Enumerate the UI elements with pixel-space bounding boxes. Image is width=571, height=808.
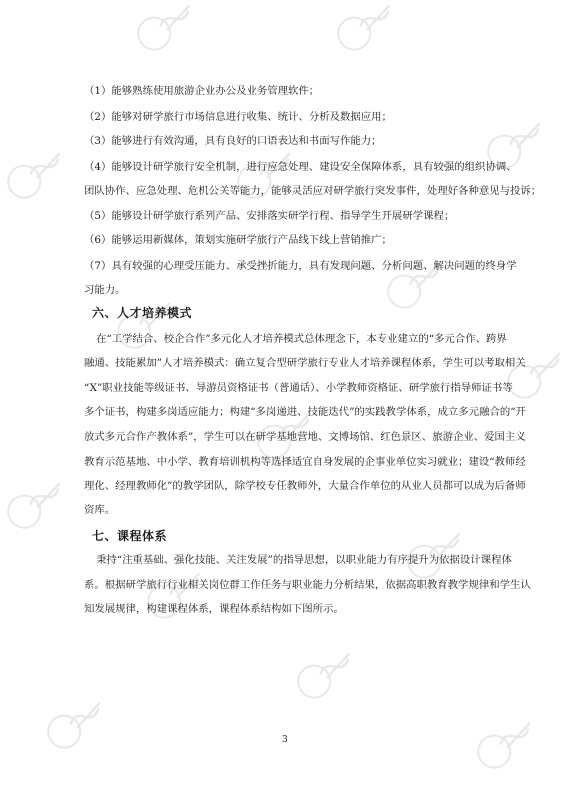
list-item: （7）具有较强的心理受压能力、承受挫折能力，具有发现问题、分析问题、解决问题的终身学 xyxy=(84,260,517,272)
school-seal-watermark xyxy=(117,0,215,77)
school-seal-watermark xyxy=(27,677,125,775)
paragraph-line: 理化、经理教师化”的教学团队，除学校专任教师外，大量合作单位的从业人员都可以成为后备师 xyxy=(84,480,526,492)
paragraph-line: 系。根据研学旅行行业相关岗位群工作任务与职业能力分析结果，依据高职教育教学规律和学生认 xyxy=(84,579,531,591)
list-item: （1）能够熟练使用旅游企业办公及业务管理软件； xyxy=(84,85,320,97)
paragraph-line: 多个证书，构建多岗适应能力；构建“多岗递进、技能迭代”的实践教学体系，成立多元融合的“开 xyxy=(84,406,526,418)
paragraph-line: 教育示范基地、中小学、教育培训机构等选择适宜自身发展的企事业单位实习就业；建设“教师经 xyxy=(84,456,526,468)
page-number: 3 xyxy=(282,735,288,745)
paragraph-line: 秉持“注重基础、强化技能、关注发展”的指导思想，以职业能力有序提升为依据设计课程体 xyxy=(96,554,512,566)
list-item: （5）能够设计研学旅行系列产品、安排落实研学行程、指导学生开展研学课程； xyxy=(84,210,455,222)
school-seal-watermark xyxy=(0,127,85,225)
section-heading-talent-training-mode: 六、人才培养模式 xyxy=(92,306,193,320)
list-item-continuation: 习能力。 xyxy=(84,284,126,296)
school-seal-watermark xyxy=(0,457,85,555)
school-seal-watermark xyxy=(457,697,555,795)
paragraph-line: 在“工学结合、校企合作”多元化人才培养模式总体理念下，本专业建立的“多元合作、跨界 xyxy=(96,333,507,345)
school-seal-watermark xyxy=(317,0,415,77)
section-heading-curriculum-system: 七、课程体系 xyxy=(92,529,168,543)
list-item: （2）能够对研学旅行市场信息进行收集、统计、分析及数据应用； xyxy=(84,111,392,123)
paragraph-line: “X”职业技能等级证书、导游员资格证书（普通话）、小学教师资格证、研学旅行指导师证书等 xyxy=(84,382,513,394)
paragraph-line: 放式多元合作产教体系”，学生可以在研学基地营地、文博场馆、红色景区、旅游企业、爱国主义 xyxy=(84,431,526,443)
list-item: （3）能够进行有效沟通，具有良好的口语表达和书面写作能力； xyxy=(84,135,382,147)
school-seal-watermark xyxy=(367,237,465,335)
list-item: （6）能够运用新媒体，策划实施研学旅行产品线下线上营销推广； xyxy=(84,234,392,246)
list-item-continuation: 团队协作、应急处理、危机公关等能力，能够灵活应对研学旅行突发事件，处理好各种意见与投诉； xyxy=(84,185,542,197)
paragraph-line: 知发展规律，构建课程体系，课程体系结构如下图所示。 xyxy=(84,603,344,615)
list-item: （4）能够设计研学旅行安全机制，进行应急处理、建设安全保障体系，具有较强的组织协调、 xyxy=(84,161,517,173)
paragraph-line: 资库。 xyxy=(84,504,116,516)
paragraph-line: 融通、技能累加”人才培养模式：确立复合型研学旅行专业人才培养课程体系，学生可以考取相关 xyxy=(84,357,526,369)
school-seal-watermark xyxy=(467,97,565,195)
school-seal-watermark xyxy=(277,627,375,725)
